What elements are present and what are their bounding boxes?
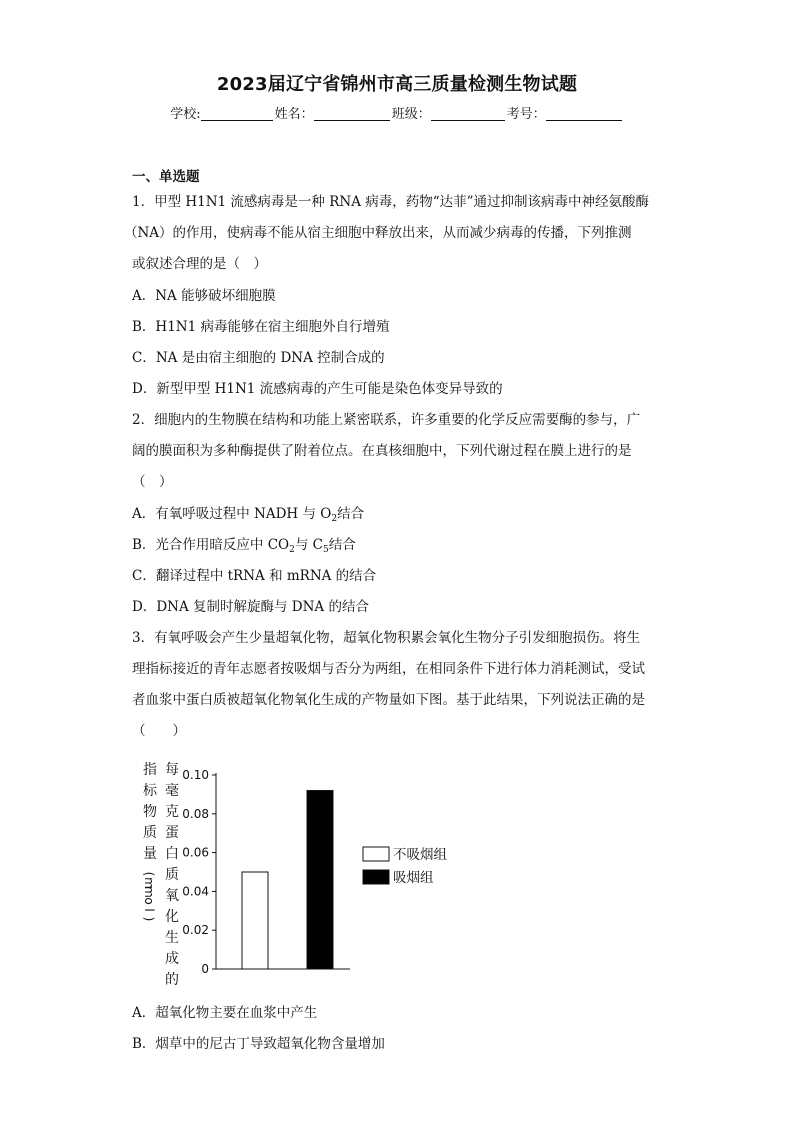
q2-option-b-tail: 结合 — [328, 537, 356, 553]
name-label: 姓名： — [274, 107, 314, 122]
legend-label-smoker: 吸烟组 — [393, 870, 434, 886]
q1-stem-line-2: （NA）的作用，使病毒不能从宿主细胞中释放出来，从而减少病毒的传播，下列推测 — [124, 225, 632, 241]
y-axis-label-2-char: 克 — [165, 804, 179, 820]
y-axis-label-1-char: l — [142, 908, 156, 912]
q3-option-a: A．超氧化物主要在血浆中产生 — [132, 1005, 318, 1021]
q2-option-a-tail: 结合 — [337, 506, 365, 522]
q2-option-c: C．翻译过程中 tRNA 和 mRNA 的结合 — [132, 568, 377, 584]
exam-number-blank[interactable] — [546, 106, 622, 121]
y-axis-label-2-char: 蛋 — [165, 825, 179, 841]
q2-stem-line-3: （ ） — [132, 474, 173, 490]
class-label: 班级： — [391, 107, 431, 122]
y-axis-label-1-char: m — [142, 877, 156, 889]
school-label: 学校: — [170, 107, 201, 122]
q2-option-b-text: B．光合作用暗反应中 CO — [132, 537, 290, 553]
y-axis-label-2-char: 的 — [165, 972, 179, 986]
legend-label-non-smoker: 不吸烟组 — [393, 847, 447, 863]
y-axis-label-2-char: 氧 — [165, 888, 179, 904]
q2-stem-line-2: 阔的膜面积为多种酶提供了附着位点。在真核细胞中，下列代谢过程在膜上进行的是 — [132, 443, 632, 459]
y-axis-label-1-char: 物 — [143, 804, 157, 820]
q1-option-b: B．H1N1 病毒能够在宿主细胞外自行增殖 — [132, 319, 390, 335]
section-title: 一、单选题 — [132, 169, 200, 185]
q2-option-d: D．DNA 复制时解旋酶与 DNA 的结合 — [132, 599, 369, 615]
exam-number-label: 考号： — [506, 107, 546, 122]
y-axis-label-1-char: 指 — [143, 762, 157, 778]
chart-svg — [130, 756, 470, 986]
class-field — [392, 103, 507, 122]
y-axis-label-2-char: 生 — [165, 930, 179, 946]
q2-option-b-subscript-1: 2 — [289, 545, 295, 555]
y-axis-label-2-char: 每 — [165, 762, 179, 778]
bar-smoker — [307, 791, 333, 969]
y-axis-label-1-char: ( — [142, 871, 156, 877]
y-axis-label-1-char: o — [142, 897, 156, 905]
y-axis-label-1-char: 标 — [143, 783, 157, 799]
y-tick-label: 0 — [201, 962, 209, 976]
y-axis-label-2-char: 质 — [165, 867, 179, 883]
q1-option-a: A．NA 能够破坏细胞膜 — [132, 288, 276, 304]
q1-option-d: D．新型甲型 H1N1 流感病毒的产生可能是染色体变异导致的 — [132, 381, 503, 397]
exam-number-field — [507, 103, 624, 122]
q3-stem-line-1: 3．有氧呼吸会产生少量超氧化物，超氧化物积累会氧化生物分子引发细胞损伤。将生 — [132, 630, 641, 646]
q3-stem-line-3: 者血浆中蛋白质被超氧化物氧化生成的产物量如下图。基于此结果，下列说法正确的是 — [132, 692, 645, 708]
y-tick-label: 0.06 — [182, 845, 209, 860]
student-info-line — [0, 103, 794, 122]
q3-stem-line-4: （ ） — [132, 723, 186, 739]
school-blank[interactable] — [201, 106, 273, 121]
y-axis-label-2-char: 白 — [165, 846, 179, 862]
q3-stem-line-2: 理指标接近的青年志愿者按吸烟与否分为两组，在相同条件下进行体力消耗测试，受试 — [132, 661, 645, 677]
bar-non-smoker — [242, 872, 268, 969]
y-tick-label: 0.04 — [182, 884, 209, 899]
name-field — [275, 103, 392, 122]
class-blank[interactable] — [431, 106, 505, 121]
q1-option-c: C．NA 是由宿主细胞的 DNA 控制合成的 — [132, 350, 385, 366]
y-axis-label-1-char: m — [142, 886, 156, 898]
q2-option-b-subscript-2: 5 — [322, 545, 329, 555]
legend-swatch-smoker — [363, 870, 389, 884]
q1-stem-line-1: 1．甲型 H1N1 流感病毒是一种 RNA 病毒，药物“达菲”通过抑制该病毒中神经氨酸酶 — [132, 194, 650, 210]
q1-stem-line-3: 或叙述合理的是（ ） — [132, 256, 267, 272]
q2-option-b — [132, 536, 356, 559]
name-blank[interactable] — [314, 106, 390, 121]
y-axis-label-1-char: 质 — [143, 825, 157, 841]
document-title: 2023届辽宁省锦州市高三质量检测生物试题 — [216, 74, 578, 95]
q2-stem-line-1: 2．细胞内的生物膜在结构和功能上紧密联系，许多重要的化学反应需要酶的参与，广 — [132, 412, 641, 428]
q2-option-a-subscript: 2 — [331, 514, 338, 524]
y-tick-label: 0.08 — [182, 806, 209, 821]
legend-swatch-non-smoker — [363, 847, 389, 861]
bar-chart — [130, 756, 470, 986]
y-axis-label-2-char: 毫 — [165, 783, 179, 799]
y-tick-label: 0.10 — [182, 768, 209, 782]
school-field — [170, 103, 274, 122]
y-axis-label-1-char: 量 — [143, 846, 157, 862]
y-axis-label-1-char: ) — [142, 916, 156, 922]
y-axis-label-2-char: 化 — [165, 909, 179, 925]
q2-option-a-text: A．有氧呼吸过程中 NADH 与 O — [132, 506, 332, 522]
q3-option-b: B．烟草中的尼古丁导致超氧化物含量增加 — [132, 1036, 385, 1052]
y-tick-label: 0.02 — [182, 923, 209, 938]
q2-option-a — [132, 505, 364, 528]
y-axis-label-2-char: 成 — [165, 951, 179, 967]
q2-option-b-middle: 与 C — [294, 537, 323, 553]
